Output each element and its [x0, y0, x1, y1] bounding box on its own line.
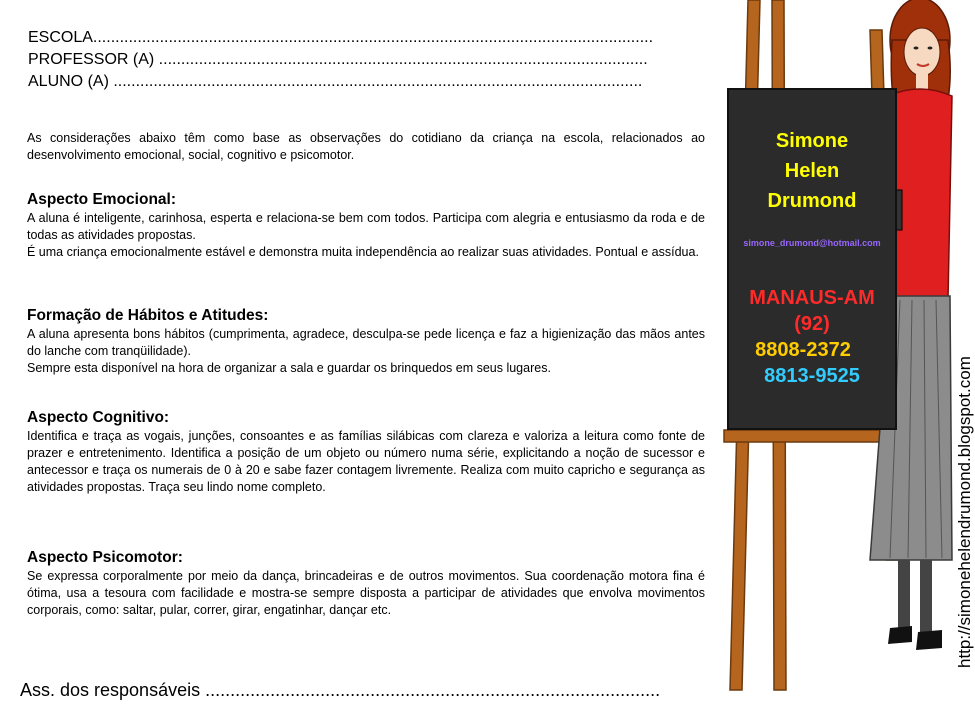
- board-name: [727, 126, 897, 216]
- section-title: Aspecto Cognitivo:: [27, 409, 170, 426]
- section-emocional: [27, 190, 705, 261]
- name-last: Drumond: [767, 190, 857, 212]
- blog-url: http://simonehelendrumond.blogspot.com: [955, 356, 974, 668]
- name-middle: Helen: [784, 160, 840, 182]
- section-habitos: [27, 306, 705, 377]
- board-city: MANAUS-AM: [749, 287, 875, 309]
- board-phone-2: 8813-9525: [764, 365, 860, 387]
- face: [904, 28, 940, 76]
- board-email: simone_drumond@hotmail.com: [743, 238, 881, 248]
- board-area-code: (92): [794, 313, 830, 335]
- section-paragraph: Identifica e traça as vogais, junções, consoantes e as famílias silábicas com clareza e valoriza a leitura como fonte de prazer e entretenimento. Identifica a posição de um objeto ou número numa série, explicitando a noção de sucessor e antecessor e traça os numerais de 0 à 20 e sabe fazer contagem livremente. Realiza com muito capricho e segurança as atividades propostas. Traça seu lindo nome completo.: [27, 429, 705, 494]
- section-psicomotor: [27, 548, 705, 619]
- section-paragraph: É uma criança emocionalmente estável e demonstra muita independência ao realizar suas atividades. Pontual e assídua.: [27, 245, 699, 259]
- section-title: Formação de Hábitos e Atitudes:: [27, 307, 269, 324]
- section-paragraph: Sempre esta disponível na hora de organizar a sala e guardar os brinquedos em seus lugares.: [27, 361, 551, 375]
- section-paragraph: Se expressa corporalmente por meio da dança, brincadeiras e de outros movimentos. Sua coordenação motora fina é ótima, usa a tesoura com facilidade e mostra-se sempre disposta a participar de atividades que envolva movimentos corporais, como: saltar, pular, correr, girar, engatinhar, dançar etc.: [27, 569, 705, 617]
- section-cognitivo: [27, 408, 705, 496]
- intro-text: [27, 130, 705, 164]
- section-paragraph: A aluna apresenta bons hábitos (cumprimenta, agradece, desculpa-se pede licença e faz a higienização das mãos antes do lanche com tranqüilidade).: [27, 327, 705, 358]
- section-title: Aspecto Psicomotor:: [27, 549, 183, 566]
- section-paragraph: A aluna é inteligente, carinhosa, esperta e relaciona-se bem com todos. Participa com alegria e entusiasmo da roda e de todas as atividades propostas.: [27, 211, 705, 242]
- aluno-field: ALUNO (A) .......................................................................................................................: [28, 73, 643, 90]
- easel-crossbar: [724, 430, 900, 442]
- signature-line: Ass. dos responsáveis ...........................................................................................: [20, 680, 661, 700]
- section-title: Aspecto Emocional:: [27, 191, 176, 208]
- intro-paragraph: As considerações abaixo têm como base as observações do cotidiano da criança na escola, relacionados ao desenvolvimento emocional, social, cognitivo e psicomotor.: [27, 131, 705, 162]
- board-contact: [727, 285, 897, 389]
- escola-field: ESCOLA..............................................................................................................................: [28, 29, 654, 46]
- name-first: Simone: [775, 130, 849, 152]
- professor-field: PROFESSOR (A) ..............................................................................................................: [28, 51, 648, 68]
- board-phone-1: 8808-2372: [755, 339, 851, 361]
